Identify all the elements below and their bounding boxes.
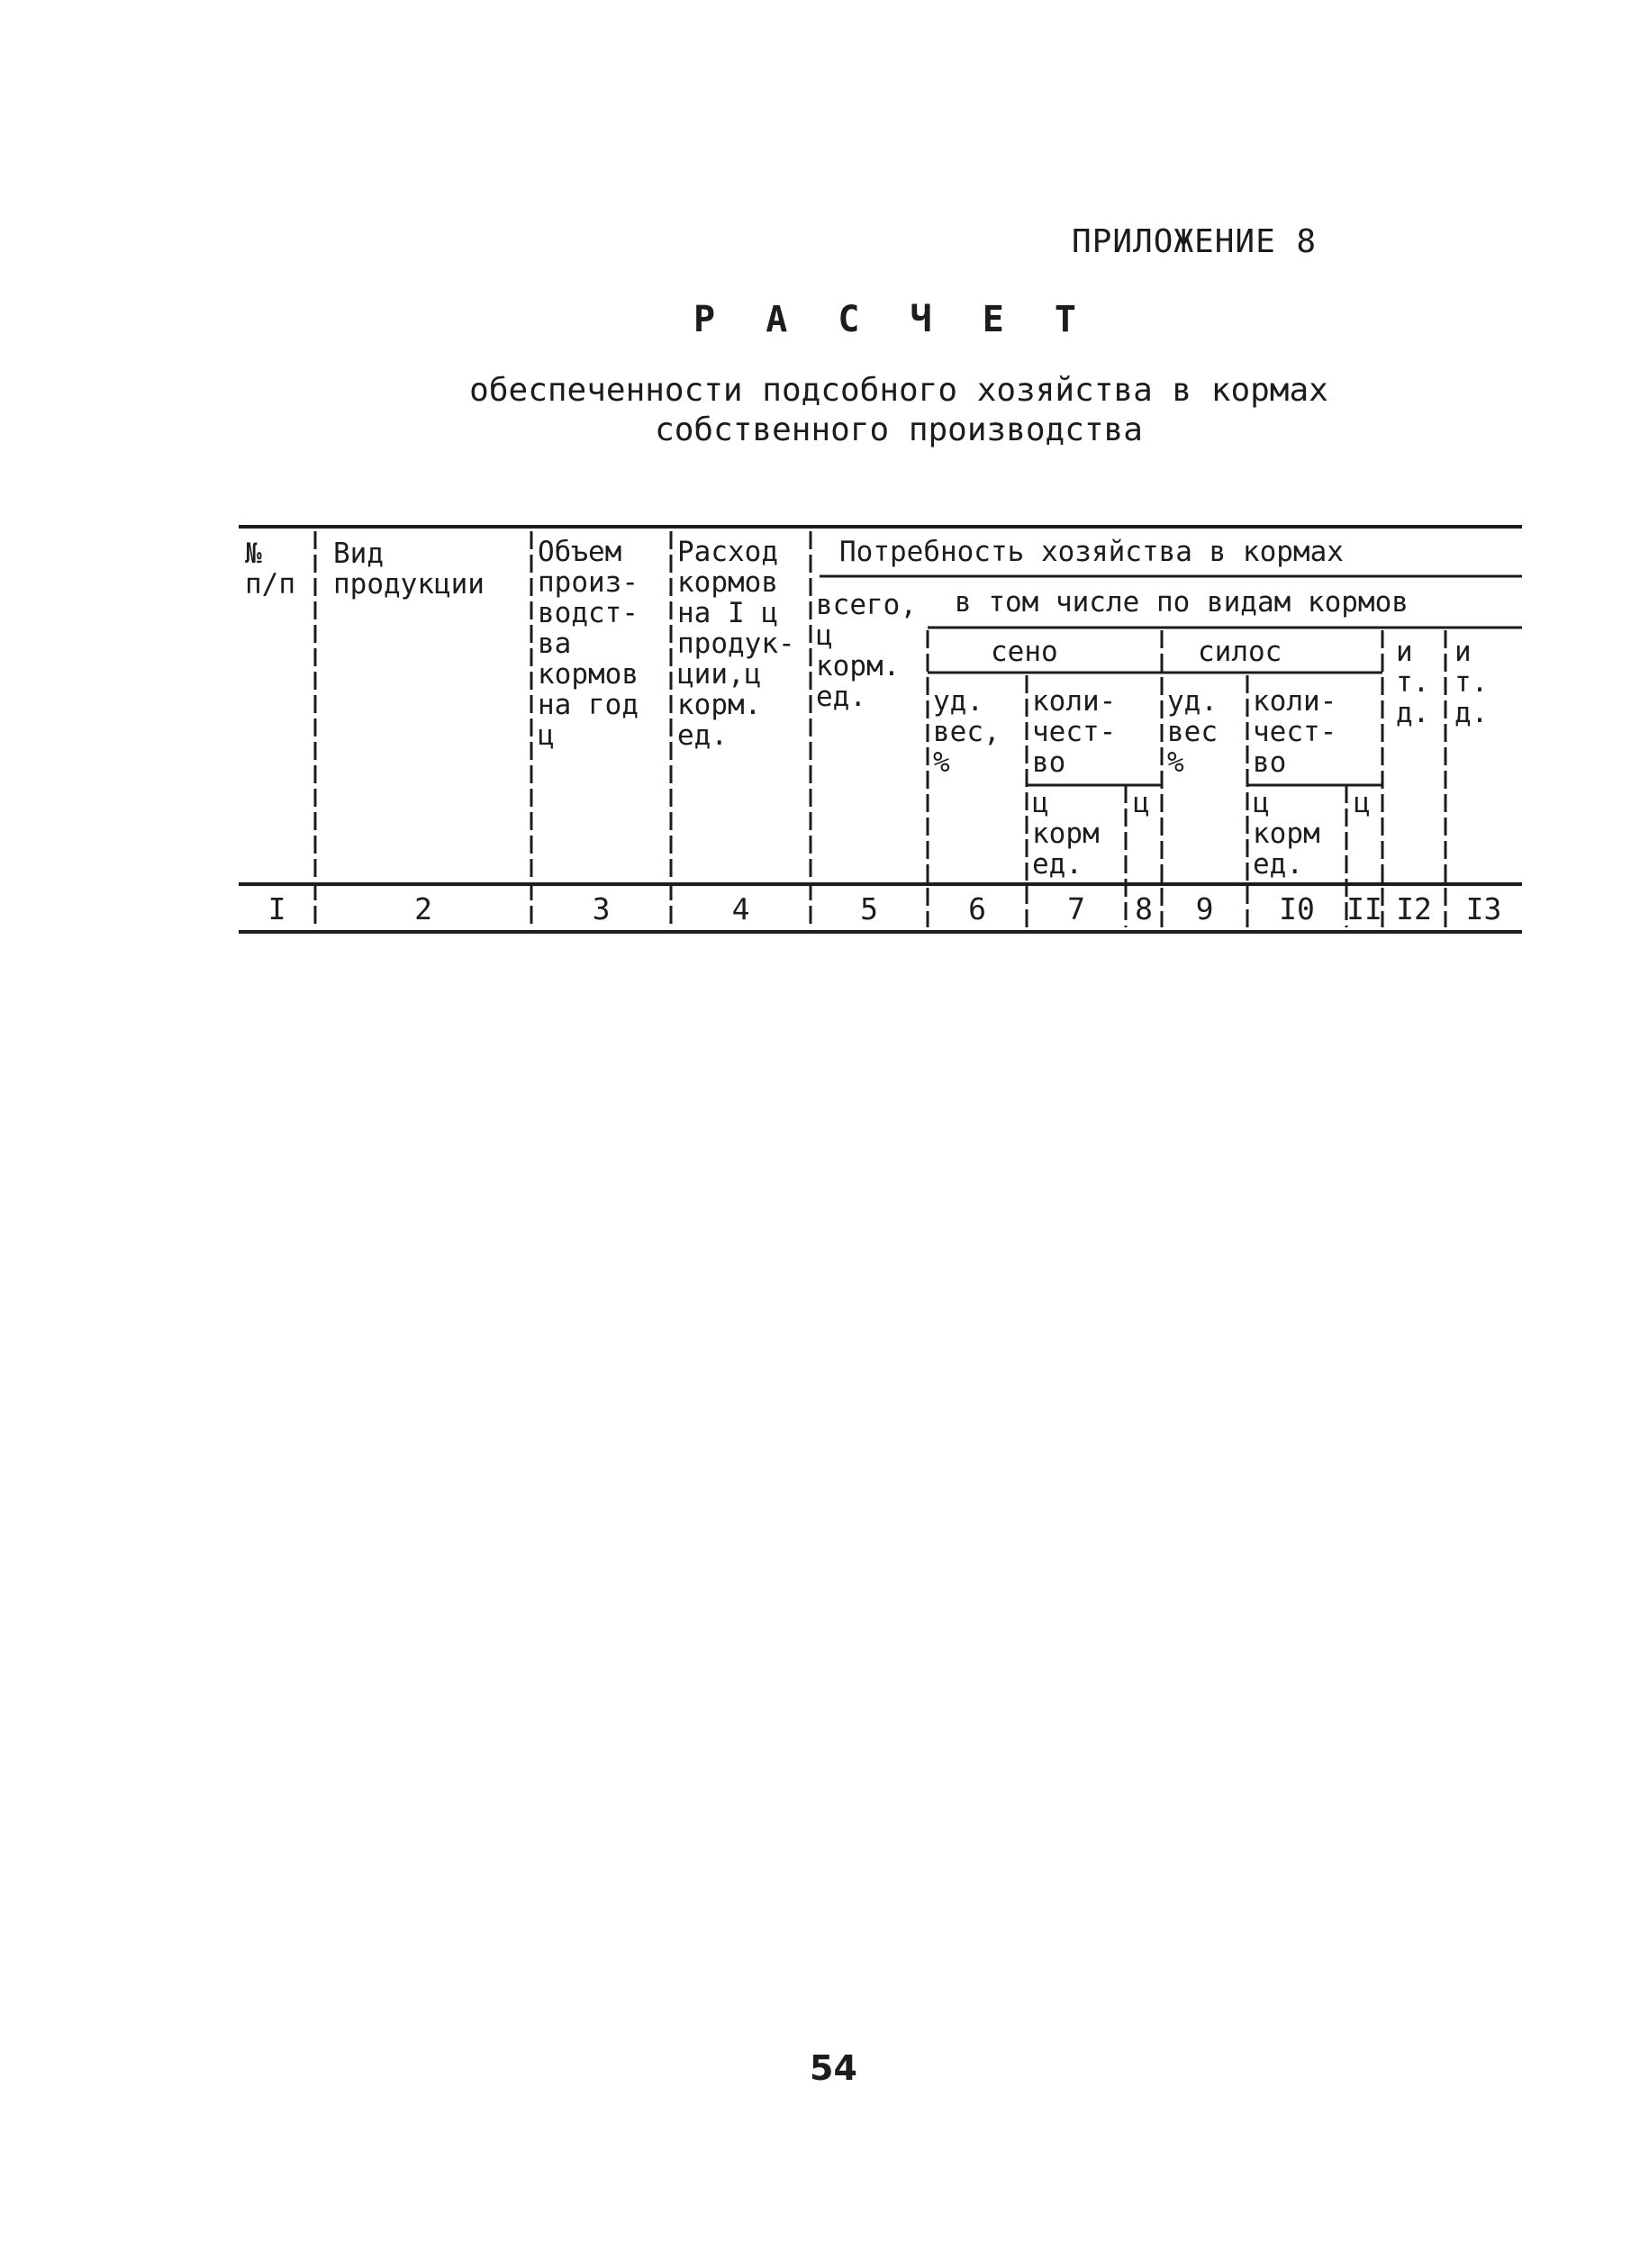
header-silage: силос	[1198, 636, 1282, 668]
column-number: I3	[1465, 891, 1502, 926]
header-silage-quantity: коли- чест- во	[1253, 685, 1337, 779]
header-number: № п/п	[245, 538, 295, 601]
column-number: I2	[1396, 891, 1432, 926]
header-hay-share: уд. вес, %	[933, 685, 1001, 779]
column-number: 2	[414, 891, 432, 926]
column-number: 4	[731, 891, 750, 926]
subtitle-line-1: обеспеченности подсобного хозяйства в кормах	[469, 372, 1328, 409]
header-etc-2: и т. д.	[1454, 636, 1489, 729]
subtitle-line-2: собственного производства	[655, 411, 1143, 448]
header-hay-quantity: коли- чест- во	[1032, 685, 1117, 779]
header-silage-feed-units: ц корм ед.	[1253, 787, 1320, 881]
header-total: всего, ц корм. ед.	[816, 589, 917, 713]
column-number: II	[1346, 891, 1382, 926]
header-silage-centners: ц	[1354, 787, 1371, 819]
column-number: 5	[860, 891, 878, 926]
column-number: 3	[592, 891, 611, 926]
header-hay: сено	[991, 636, 1058, 668]
header-feed-requirement: Потребность хозяйства в кормах	[839, 536, 1344, 568]
column-number: I0	[1279, 891, 1315, 926]
column-number: 9	[1195, 891, 1214, 926]
page-number: 54	[810, 2048, 857, 2088]
column-number: I	[267, 891, 286, 926]
header-production-volume: Объем произ- водст- ва кормов на год ц	[538, 536, 639, 752]
header-hay-centners: ц	[1133, 787, 1150, 819]
header-silage-share: уд. вес %	[1167, 685, 1218, 779]
column-number: 8	[1135, 891, 1153, 926]
column-number: 7	[1067, 891, 1085, 926]
document-title: Р А С Ч Е Т	[693, 299, 1091, 340]
appendix-label: ПРИЛОЖЕНИЕ 8	[1072, 223, 1318, 260]
header-product-type: Вид продукции	[333, 538, 485, 601]
header-by-feed-type: в том числе по видам кормов	[955, 586, 1409, 619]
column-number: 6	[968, 891, 986, 926]
header-etc-1: и т. д.	[1396, 636, 1430, 729]
header-hay-feed-units: ц корм ед.	[1032, 787, 1100, 881]
header-feed-consumption: Расход кормов на I ц продук- ции,ц корм. ед.	[677, 536, 795, 752]
